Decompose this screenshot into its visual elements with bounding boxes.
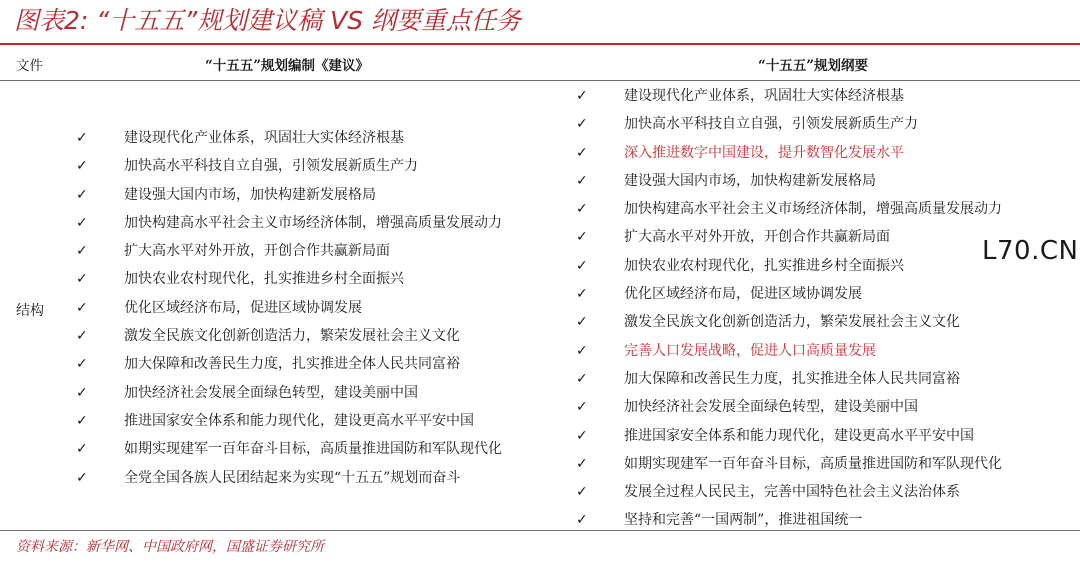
list-item — [76, 435, 576, 463]
check-icon: ✓ — [576, 427, 588, 444]
column-header-file: 文件 — [16, 58, 43, 74]
task-text: 加快构建高水平社会主义市场经济体制，增强高质量发展动力 — [124, 214, 502, 231]
task-text: 激发全民族文化创新创造活力，繁荣发展社会主义文化 — [124, 328, 460, 345]
list-item — [76, 379, 576, 407]
task-text: 加大保障和改善民生力度，扎实推进全体人民共同富裕 — [624, 370, 960, 387]
check-icon: ✓ — [76, 271, 88, 288]
list-item — [576, 195, 1076, 223]
task-text: 推进国家安全体系和能力现代化，建设更高水平平安中国 — [124, 412, 474, 429]
list-item — [76, 322, 576, 350]
task-text: 加快高水平科技自立自强，引领发展新质生产力 — [624, 116, 918, 133]
task-text: 建设强大国内市场，加快构建新发展格局 — [124, 186, 376, 203]
check-icon: ✓ — [576, 484, 588, 501]
task-text: 建设现代化产业体系，巩固壮大实体经济根基 — [624, 88, 904, 104]
check-icon: ✓ — [76, 328, 88, 345]
list-item — [76, 464, 576, 492]
list-item — [576, 422, 1076, 450]
check-icon: ✓ — [576, 286, 588, 303]
check-icon: ✓ — [576, 88, 588, 104]
list-item — [576, 308, 1076, 336]
list-item — [76, 265, 576, 293]
task-text: 优化区域经济布局，促进区域协调发展 — [624, 286, 862, 303]
check-icon: ✓ — [576, 229, 588, 246]
column-header-jianyi: “十五五”规划编制《建议》 — [205, 58, 370, 74]
list-item — [76, 209, 576, 237]
task-text: 坚持和完善“一国两制”，推进祖国统一 — [624, 512, 863, 529]
list-item — [76, 350, 576, 378]
task-text: 完善人口发展战略，促进人口高质量发展 — [624, 342, 876, 359]
list-item — [576, 478, 1076, 506]
check-icon: ✓ — [576, 201, 588, 218]
table-header — [0, 48, 1080, 76]
list-item — [576, 280, 1076, 308]
task-text: 如期实现建军一百年奋斗目标，高质量推进国防和军队现代化 — [624, 455, 1002, 472]
list-item — [76, 124, 576, 152]
task-text: 发展全过程人民民主，完善中国特色社会主义法治体系 — [624, 484, 960, 501]
check-icon: ✓ — [576, 116, 588, 133]
list-item — [76, 294, 576, 322]
watermark: L70.CN — [982, 236, 1079, 266]
check-icon: ✓ — [576, 172, 588, 189]
check-icon: ✓ — [576, 144, 588, 161]
task-text: 扩大高水平对外开放，开创合作共赢新局面 — [624, 229, 890, 246]
source-note: 资料来源：新华网、中国政府网，国盛证券研究所 — [16, 539, 324, 555]
list-item — [576, 110, 1076, 138]
task-text: 扩大高水平对外开放，开创合作共赢新局面 — [124, 243, 390, 260]
gangyao-task-list — [576, 82, 1079, 535]
header-divider — [0, 80, 1080, 81]
figure-title: 图表2: “十五五”规划建议稿 VS 纲要重点任务 — [14, 6, 522, 35]
list-item — [576, 82, 1076, 110]
list-item — [76, 181, 576, 209]
check-icon: ✓ — [76, 384, 88, 401]
task-text: 加快构建高水平社会主义市场经济体制，增强高质量发展动力 — [624, 201, 1002, 218]
list-item — [76, 407, 576, 435]
check-icon: ✓ — [76, 299, 88, 316]
check-icon: ✓ — [576, 370, 588, 387]
check-icon: ✓ — [576, 512, 588, 529]
task-text: 加快经济社会发展全面绿色转型，建设美丽中国 — [624, 399, 918, 416]
check-icon: ✓ — [76, 469, 88, 486]
check-icon: ✓ — [76, 356, 88, 373]
task-text: 推进国家安全体系和能力现代化，建设更高水平平安中国 — [624, 427, 974, 444]
task-text: 优化区域经济布局，促进区域协调发展 — [124, 299, 362, 316]
list-item — [576, 139, 1076, 167]
title-divider — [0, 43, 1080, 45]
list-item — [76, 237, 576, 265]
jianyi-task-list — [76, 124, 576, 492]
check-icon: ✓ — [76, 243, 88, 260]
task-text: 全党全国各族人民团结起来为实现“十五五”规划而奋斗 — [124, 469, 461, 486]
check-icon: ✓ — [76, 130, 88, 146]
check-icon: ✓ — [576, 399, 588, 416]
check-icon: ✓ — [76, 214, 88, 231]
list-item — [576, 337, 1076, 365]
check-icon: ✓ — [76, 186, 88, 203]
task-text: 建设现代化产业体系，巩固壮大实体经济根基 — [124, 130, 404, 146]
check-icon: ✓ — [576, 455, 588, 472]
task-text: 加大保障和改善民生力度，扎实推进全体人民共同富裕 — [124, 356, 460, 373]
row-label-structure: 结构 — [16, 303, 44, 319]
footer-divider — [0, 530, 1080, 531]
list-item — [576, 450, 1076, 478]
task-text: 加快农业农村现代化，扎实推进乡村全面振兴 — [124, 271, 404, 288]
task-text: 加快高水平科技自立自强，引领发展新质生产力 — [124, 158, 418, 175]
task-text: 建设强大国内市场，加快构建新发展格局 — [624, 172, 876, 189]
task-text: 深入推进数字中国建设，提升数智化发展水平 — [624, 144, 904, 161]
check-icon: ✓ — [76, 441, 88, 458]
task-text: 加快农业农村现代化，扎实推进乡村全面振兴 — [624, 257, 904, 274]
check-icon: ✓ — [76, 158, 88, 175]
column-header-gangyao: “十五五”规划纲要 — [758, 58, 869, 74]
list-item — [576, 167, 1076, 195]
task-text: 如期实现建军一百年奋斗目标，高质量推进国防和军队现代化 — [124, 441, 502, 458]
task-text: 激发全民族文化创新创造活力，繁荣发展社会主义文化 — [624, 314, 960, 331]
list-item — [576, 365, 1076, 393]
check-icon: ✓ — [76, 412, 88, 429]
list-item — [76, 152, 576, 180]
list-item — [576, 393, 1076, 421]
check-icon: ✓ — [576, 342, 588, 359]
check-icon: ✓ — [576, 257, 588, 274]
check-icon: ✓ — [576, 314, 588, 331]
task-text: 加快经济社会发展全面绿色转型，建设美丽中国 — [124, 384, 418, 401]
